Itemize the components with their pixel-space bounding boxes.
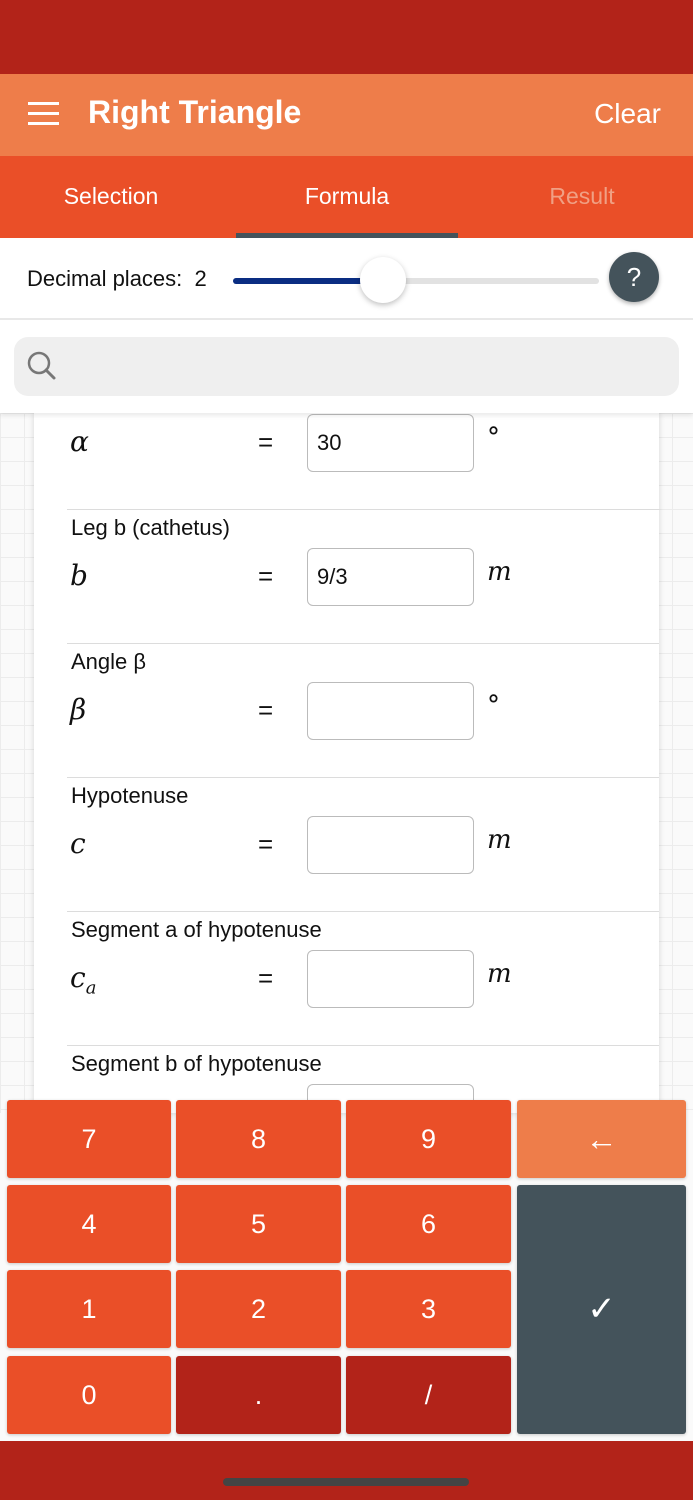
field-unit: ° [487, 691, 500, 721]
field-unit: ° [487, 423, 500, 453]
key-9[interactable]: 9 [346, 1100, 511, 1178]
key-dot[interactable]: . [176, 1356, 341, 1434]
symbol-text: α [70, 425, 89, 458]
field-input[interactable] [307, 414, 474, 472]
tab-formula[interactable]: Formula [304, 183, 390, 209]
field-input[interactable] [307, 950, 474, 1008]
equals-sign: = [258, 829, 274, 859]
clear-button[interactable]: Clear [594, 98, 661, 129]
decimal-places-label [27, 266, 207, 292]
field-row [34, 413, 659, 509]
field-label: Segment b of hypotenuse [71, 1051, 322, 1076]
decimal-slider-track[interactable] [233, 278, 599, 284]
key-3[interactable]: 3 [346, 1270, 511, 1348]
symbol-subscript: a [85, 977, 97, 999]
equals-sign: = [258, 963, 274, 993]
help-button[interactable]: ? [609, 252, 659, 302]
search-area [0, 320, 693, 413]
backspace-key[interactable]: ← [517, 1100, 686, 1178]
divider [67, 911, 659, 912]
key-6[interactable]: 6 [346, 1185, 511, 1263]
field-row [34, 509, 659, 643]
status-bar [0, 0, 693, 74]
divider [67, 509, 659, 510]
field-input-value: 9/3 [317, 564, 348, 589]
field-label: Leg b (cathetus) [71, 515, 230, 540]
decimal-slider-fill [233, 278, 379, 284]
key-4[interactable]: 4 [7, 1185, 171, 1263]
key-0[interactable]: 0 [7, 1356, 171, 1434]
decimal-label-text: Decimal places: [27, 266, 183, 291]
field-unit: m [487, 825, 512, 855]
search-icon [26, 350, 58, 382]
tab-bar [0, 156, 693, 238]
field-symbol [70, 827, 86, 860]
tab-selection[interactable]: Selection [63, 183, 159, 209]
bottom-bar [0, 1441, 693, 1500]
field-row [34, 643, 659, 777]
decimal-slider-thumb[interactable] [360, 257, 406, 303]
field-input-value: 30 [317, 430, 342, 455]
symbol-text: β [70, 693, 87, 726]
field-symbol [70, 559, 88, 592]
divider [67, 777, 659, 778]
field-symbol [70, 693, 86, 726]
decimal-places-row [0, 238, 693, 320]
symbol-text: b [70, 559, 88, 592]
field-symbol [70, 425, 89, 458]
key-slash[interactable]: / [346, 1356, 511, 1434]
field-label: Hypotenuse [71, 783, 189, 808]
equals-sign: = [258, 695, 274, 725]
divider [67, 1045, 659, 1046]
hamburger-menu-icon[interactable] [28, 102, 59, 126]
field-unit: m [487, 557, 512, 587]
field-input[interactable] [307, 682, 474, 740]
search-input[interactable] [14, 337, 679, 396]
page-title: Right Triangle [88, 94, 302, 130]
key-2[interactable]: 2 [176, 1270, 341, 1348]
symbol-text: c [70, 961, 86, 994]
key-7[interactable]: 7 [7, 1100, 171, 1178]
field-input[interactable] [307, 816, 474, 874]
key-1[interactable]: 1 [7, 1270, 171, 1348]
formula-card [34, 413, 659, 1113]
tab-result[interactable]: Result [549, 183, 615, 209]
symbol-text: c [70, 827, 86, 860]
field-row [34, 911, 659, 1045]
decimal-value: 2 [194, 266, 207, 291]
field-symbol [70, 961, 96, 999]
home-indicator[interactable] [223, 1478, 469, 1486]
field-input[interactable] [307, 548, 474, 606]
field-unit: m [487, 959, 512, 989]
key-8[interactable]: 8 [176, 1100, 341, 1178]
key-5[interactable]: 5 [176, 1185, 341, 1263]
field-label: Angle β [71, 649, 147, 674]
field-label: Segment a of hypotenuse [71, 917, 322, 942]
field-row [34, 777, 659, 911]
equals-sign: = [258, 561, 274, 591]
divider [67, 643, 659, 644]
app-header [0, 74, 693, 156]
confirm-key[interactable]: ✓ [517, 1185, 686, 1434]
equals-sign: = [258, 427, 274, 457]
